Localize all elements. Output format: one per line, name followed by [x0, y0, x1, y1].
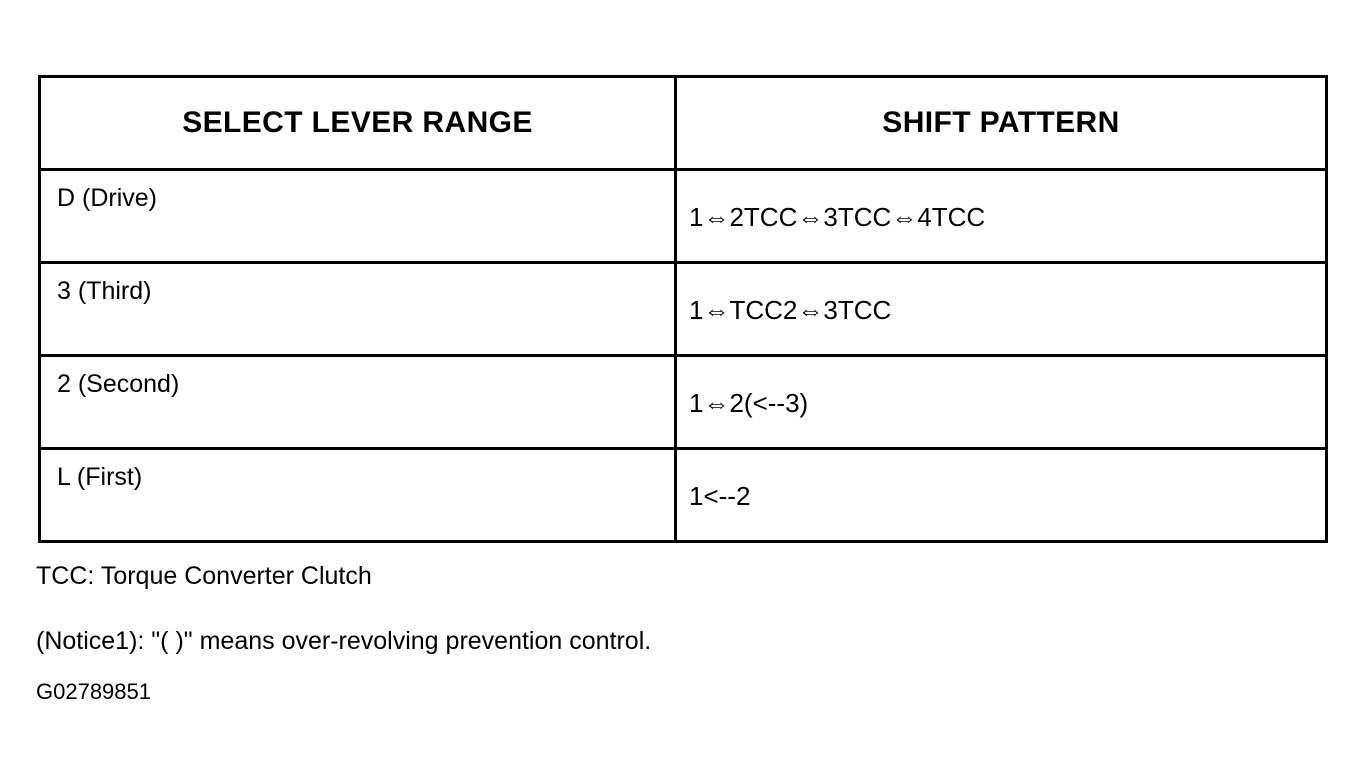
cell-select-lever-range: [40, 449, 676, 542]
cell-shift-pattern: [676, 449, 1327, 542]
range-label: D (Drive): [57, 184, 157, 212]
figure-code: G02789851: [36, 679, 151, 704]
note-notice1: (Notice1): "( )" means over-revolving prevention control.: [36, 627, 652, 655]
table-row: [40, 356, 1327, 449]
table-row: [40, 263, 1327, 356]
pattern-label: 1<--2: [689, 481, 751, 511]
table-header-row: [40, 77, 1327, 170]
header-label-select-lever-range: SELECT LEVER RANGE: [182, 106, 533, 139]
pattern-label: 1⇔2TCC⇔3TCC⇔4TCC: [689, 202, 986, 232]
range-label: L (First): [57, 463, 143, 491]
note-tcc-definition: TCC: Torque Converter Clutch: [36, 562, 372, 590]
header-cell-select-lever-range: [40, 77, 676, 170]
header-label-shift-pattern: SHIFT PATTERN: [882, 106, 1120, 139]
cell-shift-pattern: [676, 170, 1327, 263]
cell-select-lever-range: [40, 263, 676, 356]
cell-shift-pattern: [676, 356, 1327, 449]
shift-pattern-table: [38, 75, 1328, 543]
cell-select-lever-range: [40, 170, 676, 263]
cell-select-lever-range: [40, 356, 676, 449]
pattern-label: 1⇔TCC2⇔3TCC: [689, 295, 892, 325]
cell-shift-pattern: [676, 263, 1327, 356]
table-row: [40, 170, 1327, 263]
range-label: 3 (Third): [57, 277, 152, 305]
table-row: [40, 449, 1327, 542]
range-label: 2 (Second): [57, 370, 180, 398]
pattern-label: 1⇔2(<--3): [689, 388, 809, 418]
header-cell-shift-pattern: [676, 77, 1327, 170]
